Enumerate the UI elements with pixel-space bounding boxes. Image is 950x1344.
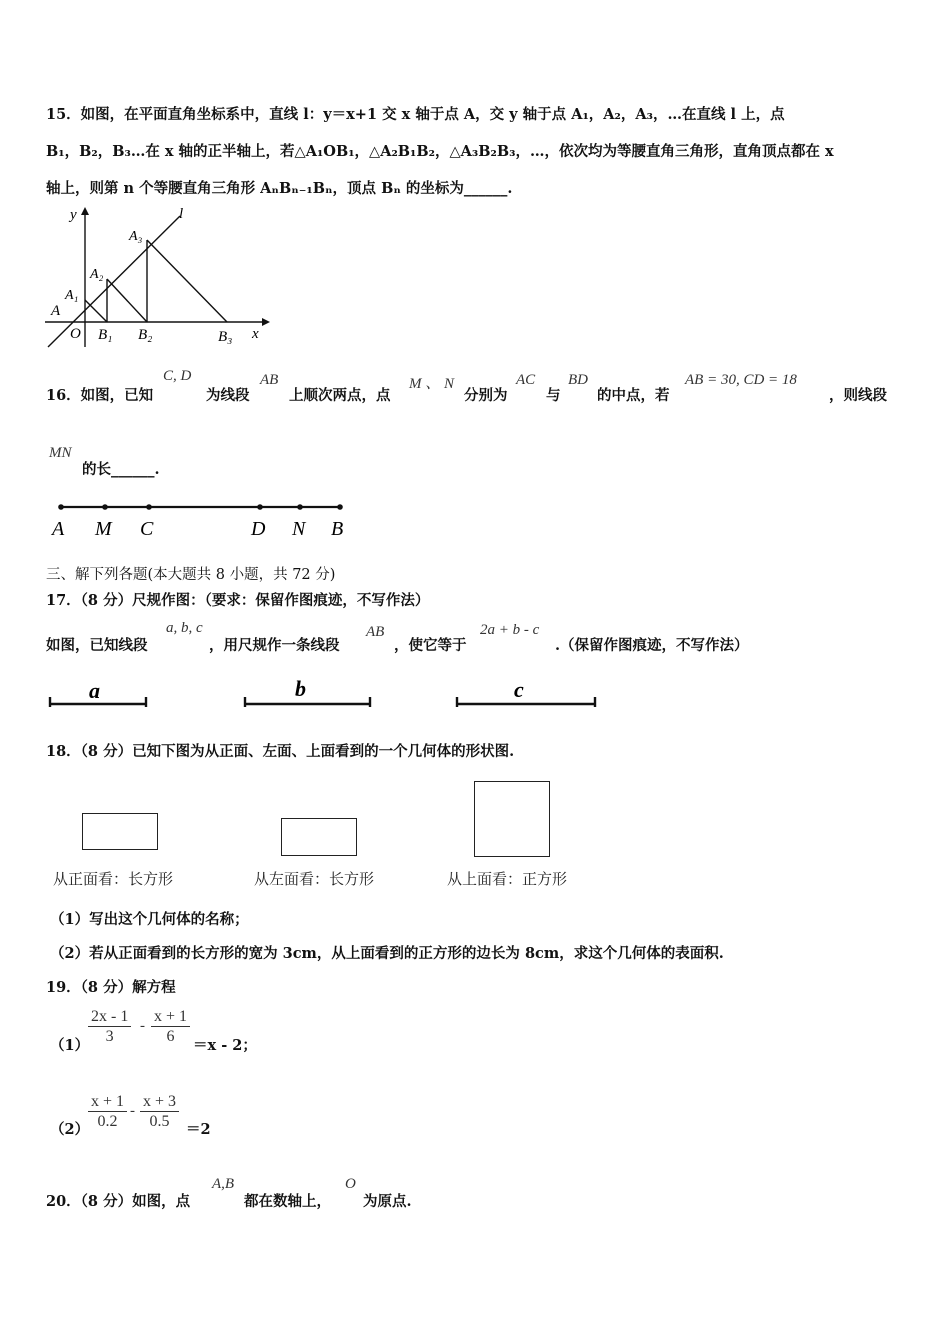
front-view-caption: 从正面看：长方形 [53, 870, 174, 888]
segment-a-label: a [89, 678, 100, 703]
q16-text-5: 与 [546, 387, 561, 404]
q18-title: 18．（8 分）已知下图为从正面、左面、上面看到的一个几何体的形状图. [46, 743, 515, 760]
front-view-rectangle [82, 813, 158, 850]
q15-line1: 15．如图，在平面直角坐标系中，直线 l：y＝x+1 交 x 轴于点 A，交 y 轴于点 A₁，A₂，A₃，…在直线 l 上，点 [46, 106, 785, 123]
x-axis-arrow-icon [262, 318, 270, 326]
point-c [146, 504, 152, 510]
label-m: M [95, 518, 112, 540]
a-label: A [51, 303, 61, 319]
segment-a [50, 678, 146, 707]
triangle-1-hyp [85, 300, 107, 322]
q17-abc: a, b, c [166, 620, 203, 636]
q15-line3: 轴上，则第 n 个等腰直角三角形 AₙBₙ₋₁Bₙ，顶点 Bₙ 的坐标为______. [46, 180, 513, 197]
point-n [297, 504, 303, 510]
l-label: l [179, 206, 184, 222]
q16-text-4: 分别为 [464, 387, 508, 404]
q16-mn: M 、 N [409, 376, 455, 392]
q20-text-1: 20．（8 分）如图，点 [46, 1193, 191, 1210]
q15-coordinate-figure [40, 202, 280, 350]
label-b: B [331, 518, 344, 540]
q17-title: 17．（8 分）尺规作图：（要求：保留作图痕迹，不写作法） [46, 592, 430, 609]
q16-bd: BD [568, 372, 588, 388]
segment-c-label: c [514, 677, 524, 702]
q17-ab: AB [366, 624, 385, 640]
q18-sub-1: （1）写出这个几何体的名称； [50, 911, 249, 928]
q19-eq1-minus: - [140, 1018, 145, 1034]
a3-label: A₃ [129, 229, 143, 244]
q19-eq1-den-2: 6 [151, 1026, 190, 1046]
segment-b [245, 676, 370, 707]
q20-text-3: 为原点. [363, 1193, 412, 1210]
point-m [102, 504, 108, 510]
segment-c [457, 677, 595, 707]
y-axis-arrow-icon [81, 207, 89, 215]
a2-label: A₂ [90, 267, 104, 282]
o-label: O [70, 326, 81, 342]
point-d [257, 504, 263, 510]
q16-text-6: 的中点，若 [597, 387, 670, 404]
label-d: D [251, 518, 266, 540]
triangle-3-hyp [147, 240, 227, 322]
q18-sub-2: （2）若从正面看到的长方形的宽为 3cm，从上面看到的正方形的边长为 8cm，求这个几何体的表面积. [50, 945, 724, 962]
triangle-2-hyp [107, 279, 147, 322]
left-view-caption: 从左面看：长方形 [254, 870, 375, 888]
q20-text-2: 都在数轴上， [244, 1193, 331, 1210]
q16-mn2: MN [49, 445, 72, 461]
q17-text-3: ，使它等于 [394, 637, 467, 654]
b2-label: B₂ [138, 327, 153, 343]
q19-eq1-fraction-2 [151, 1008, 190, 1046]
label-a: A [52, 518, 65, 540]
q20-o: O [345, 1176, 356, 1192]
q20-ab: A,B [212, 1176, 235, 1192]
q19-eq2-den-2: 0.5 [140, 1111, 179, 1131]
line-l [48, 216, 180, 347]
q19-eq2-label: （2） [50, 1121, 90, 1138]
q19-eq1-den-1: 3 [88, 1026, 131, 1046]
section-3-title: 三、解下列各题(本大题共 8 小题，共 72 分) [46, 567, 336, 583]
point-a [58, 504, 64, 510]
q17-text-1: 如图，已知线段 [46, 637, 148, 654]
q19-eq2-fraction-2 [140, 1093, 179, 1131]
q19-eq2-num-2: x + 3 [143, 1093, 177, 1110]
q16-condition: AB = 30, CD = 18 [685, 372, 797, 388]
top-view-square [474, 781, 550, 857]
top-view-caption: 从上面看：正方形 [447, 870, 568, 888]
q16-segment-figure [44, 494, 364, 544]
q17-expression: 2a + b - c [480, 622, 540, 638]
q16-text-7: ，则线段 [829, 387, 887, 404]
q19-eq1-num-1: 2x - 1 [91, 1008, 129, 1025]
q19-title: 19．（8 分）解方程 [46, 979, 176, 996]
q19-eq1-rhs: ＝x - 2； [193, 1037, 257, 1054]
q16-text-8: 的长______. [82, 461, 160, 478]
q16-text-3: 上顺次两点，点 [289, 387, 391, 404]
left-view-rectangle [281, 818, 357, 856]
q17-text-2: ，用尺规作一条线段 [209, 637, 340, 654]
segment-b-label: b [295, 676, 306, 701]
q19-eq1-label: （1） [50, 1037, 90, 1054]
q19-eq2-num-1: x + 1 [91, 1093, 125, 1110]
x-label: x [252, 326, 259, 342]
q19-eq2-minus: - [130, 1103, 135, 1119]
y-label: y [70, 207, 77, 223]
q17-text-4: .（保留作图痕迹，不写作法） [555, 637, 749, 654]
label-c: C [140, 518, 154, 540]
q16-ac: AC [516, 372, 536, 388]
label-n: N [292, 518, 306, 540]
b1-label: B₁ [98, 327, 113, 343]
point-b [337, 504, 343, 510]
q15-line2: B₁，B₂，B₃…在 x 轴的正半轴上，若△A₁OB₁，△A₂B₁B₂，△A₃B₂B₃，…，依次均为等腰直角三角形，直角顶点都在 x [46, 143, 834, 160]
b3-label: B₃ [218, 329, 233, 345]
a1-label: A₁ [65, 288, 79, 303]
q16-cd: C, D [163, 368, 192, 384]
q16-text-1: 16．如图，已知 [46, 387, 154, 404]
q19-eq2-den-1: 0.2 [88, 1111, 127, 1131]
q19-eq2-rhs: ＝2 [186, 1121, 211, 1138]
q19-eq2-fraction-1 [88, 1093, 127, 1131]
q17-segments-figure [44, 676, 604, 716]
q19-eq1-num-2: x + 1 [154, 1008, 188, 1025]
q16-ab: AB [260, 372, 279, 388]
q16-text-2: 为线段 [206, 387, 250, 404]
q19-eq1-fraction-1 [88, 1008, 131, 1046]
